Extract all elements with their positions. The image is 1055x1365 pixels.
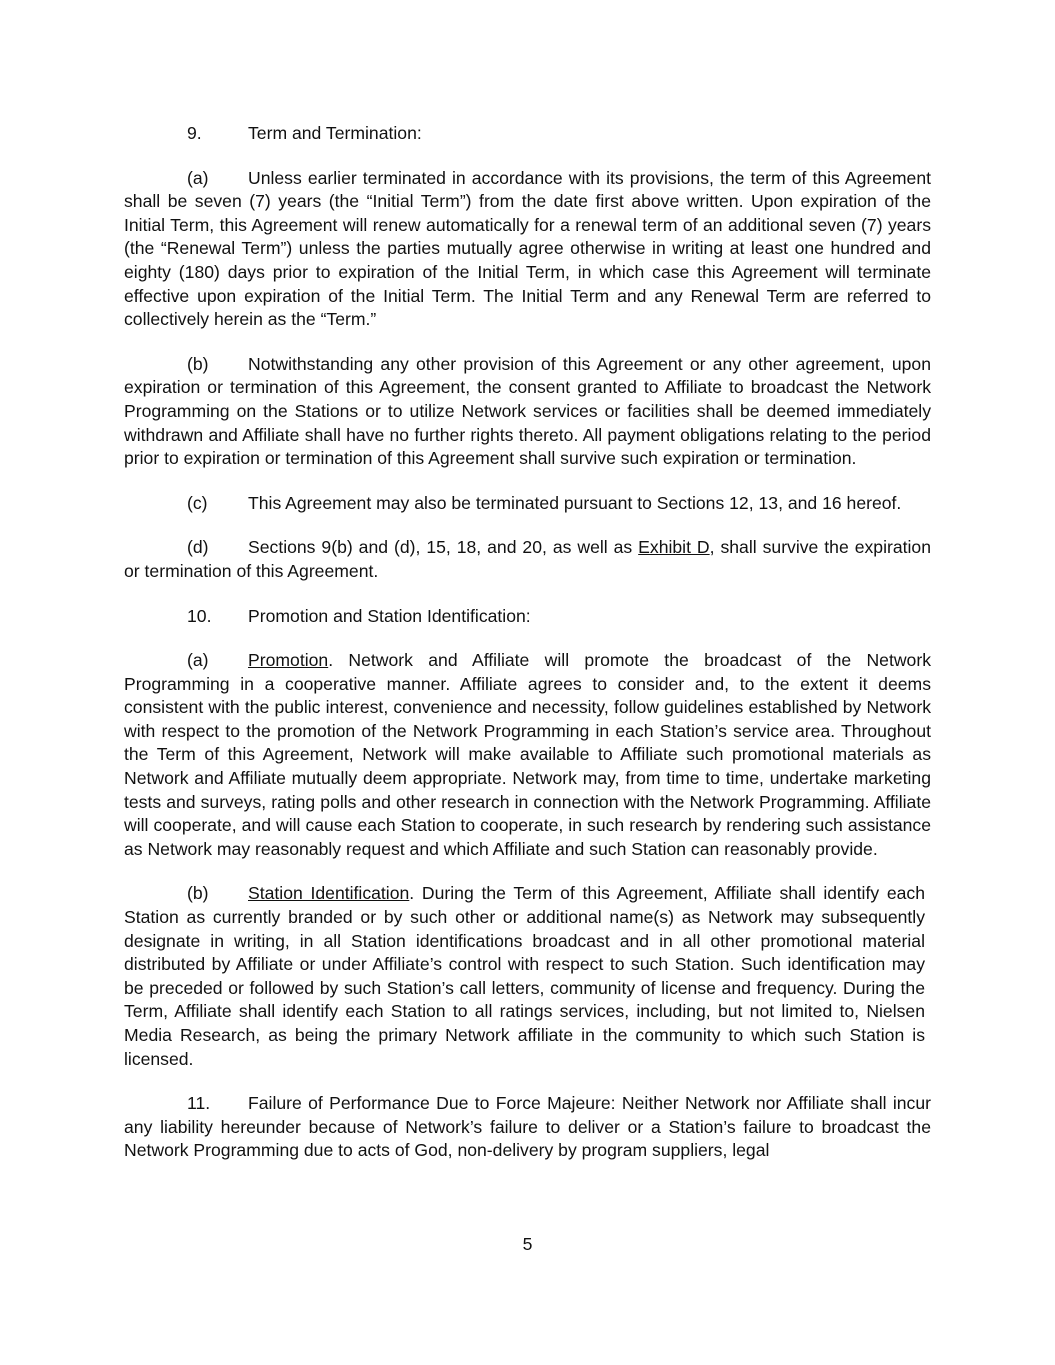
section-10a-paragraph	[124, 649, 931, 861]
section-10b-paragraph	[124, 882, 925, 1071]
section-10a-marker: (a)	[187, 650, 209, 671]
section-9d-text-before: Sections 9(b) and (d), 15, 18, and 20, as well as	[248, 537, 639, 558]
section-9c-text: This Agreement may also be terminated pursuant to Sections 12, 13, and 16 hereof.	[248, 492, 902, 513]
section-10a-heading: Promotion	[248, 650, 329, 671]
section-9d-text-after: , shall survive the expiration or termination of this Agreement.	[124, 537, 931, 581]
section-9a-paragraph	[124, 167, 931, 332]
document-page	[124, 122, 931, 1184]
section-9c-marker: (c)	[187, 492, 208, 513]
section-9d-marker: (d)	[187, 537, 209, 558]
section-9b-marker: (b)	[187, 353, 209, 374]
section-9a-marker: (a)	[187, 167, 209, 188]
section-11-text: Neither Network nor Affiliate shall incur any liability hereunder because of Network’s failure to deliver or a Station’s failure to broadcast the Network Programming due to acts of God, non-delivery by program suppliers, legal	[124, 1093, 931, 1161]
section-10b-heading: Station Identification	[248, 883, 410, 904]
section-11-paragraph	[124, 1092, 931, 1163]
section-9b-text: Notwithstanding any other provision of this Agreement or any other agreement, upon expiration or termination of this Agreement, the consent granted to Affiliate to broadcast the Network Programming on the Stations or to utilize Network services or facilities shall be deemed immediately withdrawn and Affiliate shall have no further rights thereto. All payment obligations relating to the period prior to expiration or termination of this Agreement shall survive such expiration or termination.	[124, 353, 931, 469]
section-9-heading	[124, 122, 931, 146]
section-9-number: 9.	[187, 123, 202, 143]
section-10a-text: . Network and Affiliate will promote the broadcast of the Network Programming in a cooperative manner. Affiliate agrees to consider and, to the extent it deems consistent with the public interest, convenience and necessity, follow guidelines established by Network with respect to the promotion of the Network Programming in each Station’s service area. Throughout the Term of this Agreement, Network will make available to Affiliate such promotional materials as Network and Affiliate mutually deem appropriate. Network may, from time to time, undertake marketing tests and surveys, rating polls and other research in connection with the Network Programming. Affiliate will cooperate, and will cause each Station to cooperate, in such research by rendering such assistance as Network may reasonably request and which Affiliate and such Station can reasonably provide.	[124, 650, 931, 859]
section-11-number: 11.	[187, 1093, 211, 1114]
section-9b-paragraph	[124, 353, 931, 471]
section-10b-marker: (b)	[187, 883, 209, 904]
section-10-heading	[124, 605, 931, 629]
section-9d-paragraph	[124, 536, 931, 583]
section-9a-text: Unless earlier terminated in accordance with its provisions, the term of this Agreement shall be seven (7) years (the “Initial Term”) from the date first above written. Upon expiration of the Initial Term, this Agreement will renew automatically for a renewal term of an additional seven (7) years (the “Renewal Term”) unless the parties mutually agree otherwise in writing at least one hundred and eighty (180) days prior to expiration of the Initial Term, in which case this Agreement will terminate effective upon expiration of the Initial Term. The Initial Term and any Renewal Term are referred to collectively herein as the “Term.”	[124, 167, 931, 330]
section-9c-paragraph	[124, 492, 931, 516]
page-number: 5	[522, 1234, 533, 1254]
exhibit-d-reference: Exhibit D	[638, 537, 710, 558]
section-9-title: Term and Termination:	[248, 123, 422, 143]
section-11-title: Failure of Performance Due to Force Majeure:	[248, 1093, 616, 1114]
section-10b-text: . During the Term of this Agreement, Affiliate shall identify each Station as currently branded or by such other or additional name(s) as Network may subsequently designate in writing, in all Station identifications broadcast and in all other promotional material distributed by Affiliate or under Affiliate’s control with respect to such Station. Such identification may be preceded or followed by such Station’s call letters, community of license and frequency. During the Term, Affiliate shall identify each Station to all ratings services, including, but not limited to, Nielsen Media Research, as being the primary Network affiliate in the community to which such Station is licensed.	[124, 883, 925, 1069]
section-10-title: Promotion and Station Identification:	[248, 605, 531, 626]
section-10-number: 10.	[187, 605, 212, 626]
